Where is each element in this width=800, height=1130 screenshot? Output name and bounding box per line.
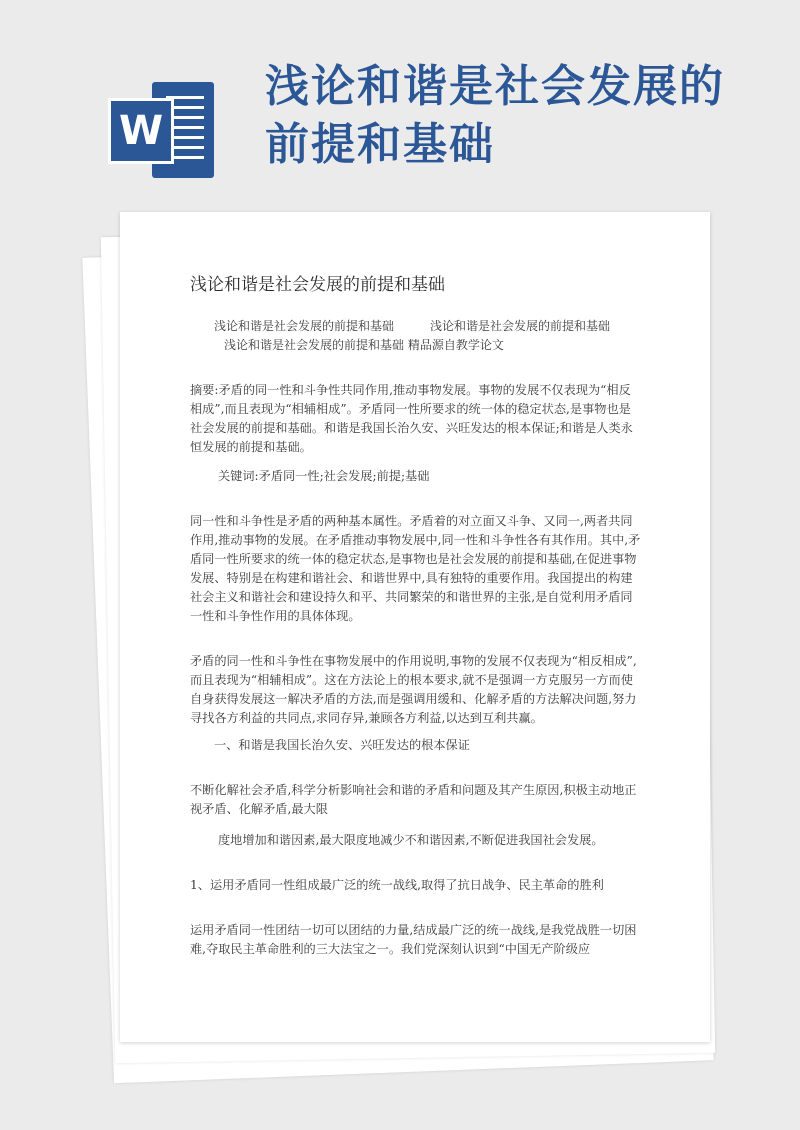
- banner-title: [265, 58, 785, 174]
- doc-paragraph-4: 度地增加和谐因素,最大限度地减少不和谐因素,不断促进我国社会发展。: [218, 833, 604, 847]
- doc-heading-1: 一、和谐是我国长治久安、兴旺发达的根本保证: [214, 738, 470, 752]
- doc-paragraph-2: 矛盾的同一性和斗争性在事物发展中的作用说明,事物的发展不仅表现为“相反相成”,而且表现为“相辅相成”。这在方法论上的根本要求,就不是强调一方克服另一方而使自身获得发展这一解决矛盾的方法,而是强调用缓和、化解矛盾的方法解决问题,努力寻找各方利益的共同点,求同存异,兼顾各方利益,以达到互利共赢。: [190, 654, 637, 725]
- doc-paragraph-3: 不断化解社会矛盾,科学分析影响社会和谐的矛盾和问题及其产生原因,积极主动地正视矛盾、化解矛盾,最大限: [190, 783, 637, 816]
- doc-subtitle-2: 浅论和谐是社会发展的前提和基础 精品源自教学论文: [224, 338, 504, 352]
- word-logo-icon: [108, 78, 216, 182]
- doc-title: 浅论和谐是社会发展的前提和基础: [190, 275, 445, 295]
- doc-paragraph-5: 运用矛盾同一性团结一切可以团结的力量,结成最广泛的统一战线,是我党战胜一切困难,夺取民主革命胜利的三大法宝之一。我们党深刻认识到“中国无产阶级应: [190, 923, 637, 956]
- doc-subtitle-1: 浅论和谐是社会发展的前提和基础 浅论和谐是社会发展的前提和基础: [214, 319, 611, 333]
- doc-abstract: 摘要:矛盾的同一性和斗争性共同作用,推动事物发展。事物的发展不仅表现为“相反相成”,而且表现为“相辅相成”。矛盾同一性所要求的统一体的稳定状态,是事物也是社会发展的前提和基础。和谐是我国长治久安、兴旺发达的根本保证;和谐是人类永恒发展的前提和基础。: [190, 383, 633, 454]
- doc-paragraph-1: 同一性和斗争性是矛盾的两种基本属性。矛盾着的对立面又斗争、又同一,两者共同作用,推动事物的发展。在矛盾推动事物发展中,同一性和斗争性各有其作用。其中,矛盾同一性所要求的统一体的稳定状态,是事物也是社会发展的前提和基础,在促进事物发展、特别是在构建和谐社会、和谐世界中,具有独特的重要作用。我国提出的构建社会主义和谐社会和建设持久和平、共同繁荣的和谐世界的主张,是自觉利用矛盾同一性和斗争性作用的具体体现。: [190, 514, 641, 623]
- doc-keywords: 关键词:矛盾同一性;社会发展;前提;基础: [218, 469, 430, 483]
- logo-letter: W: [118, 108, 164, 154]
- banner-title-line1: 浅论和谐是社会发展的: [265, 61, 725, 112]
- doc-heading-2: 1、运用矛盾同一性组成最广泛的统一战线,取得了抗日战争、民主革命的胜利: [190, 878, 604, 892]
- banner-title-line2: 前提和基础: [265, 119, 495, 170]
- document-body: [190, 276, 642, 959]
